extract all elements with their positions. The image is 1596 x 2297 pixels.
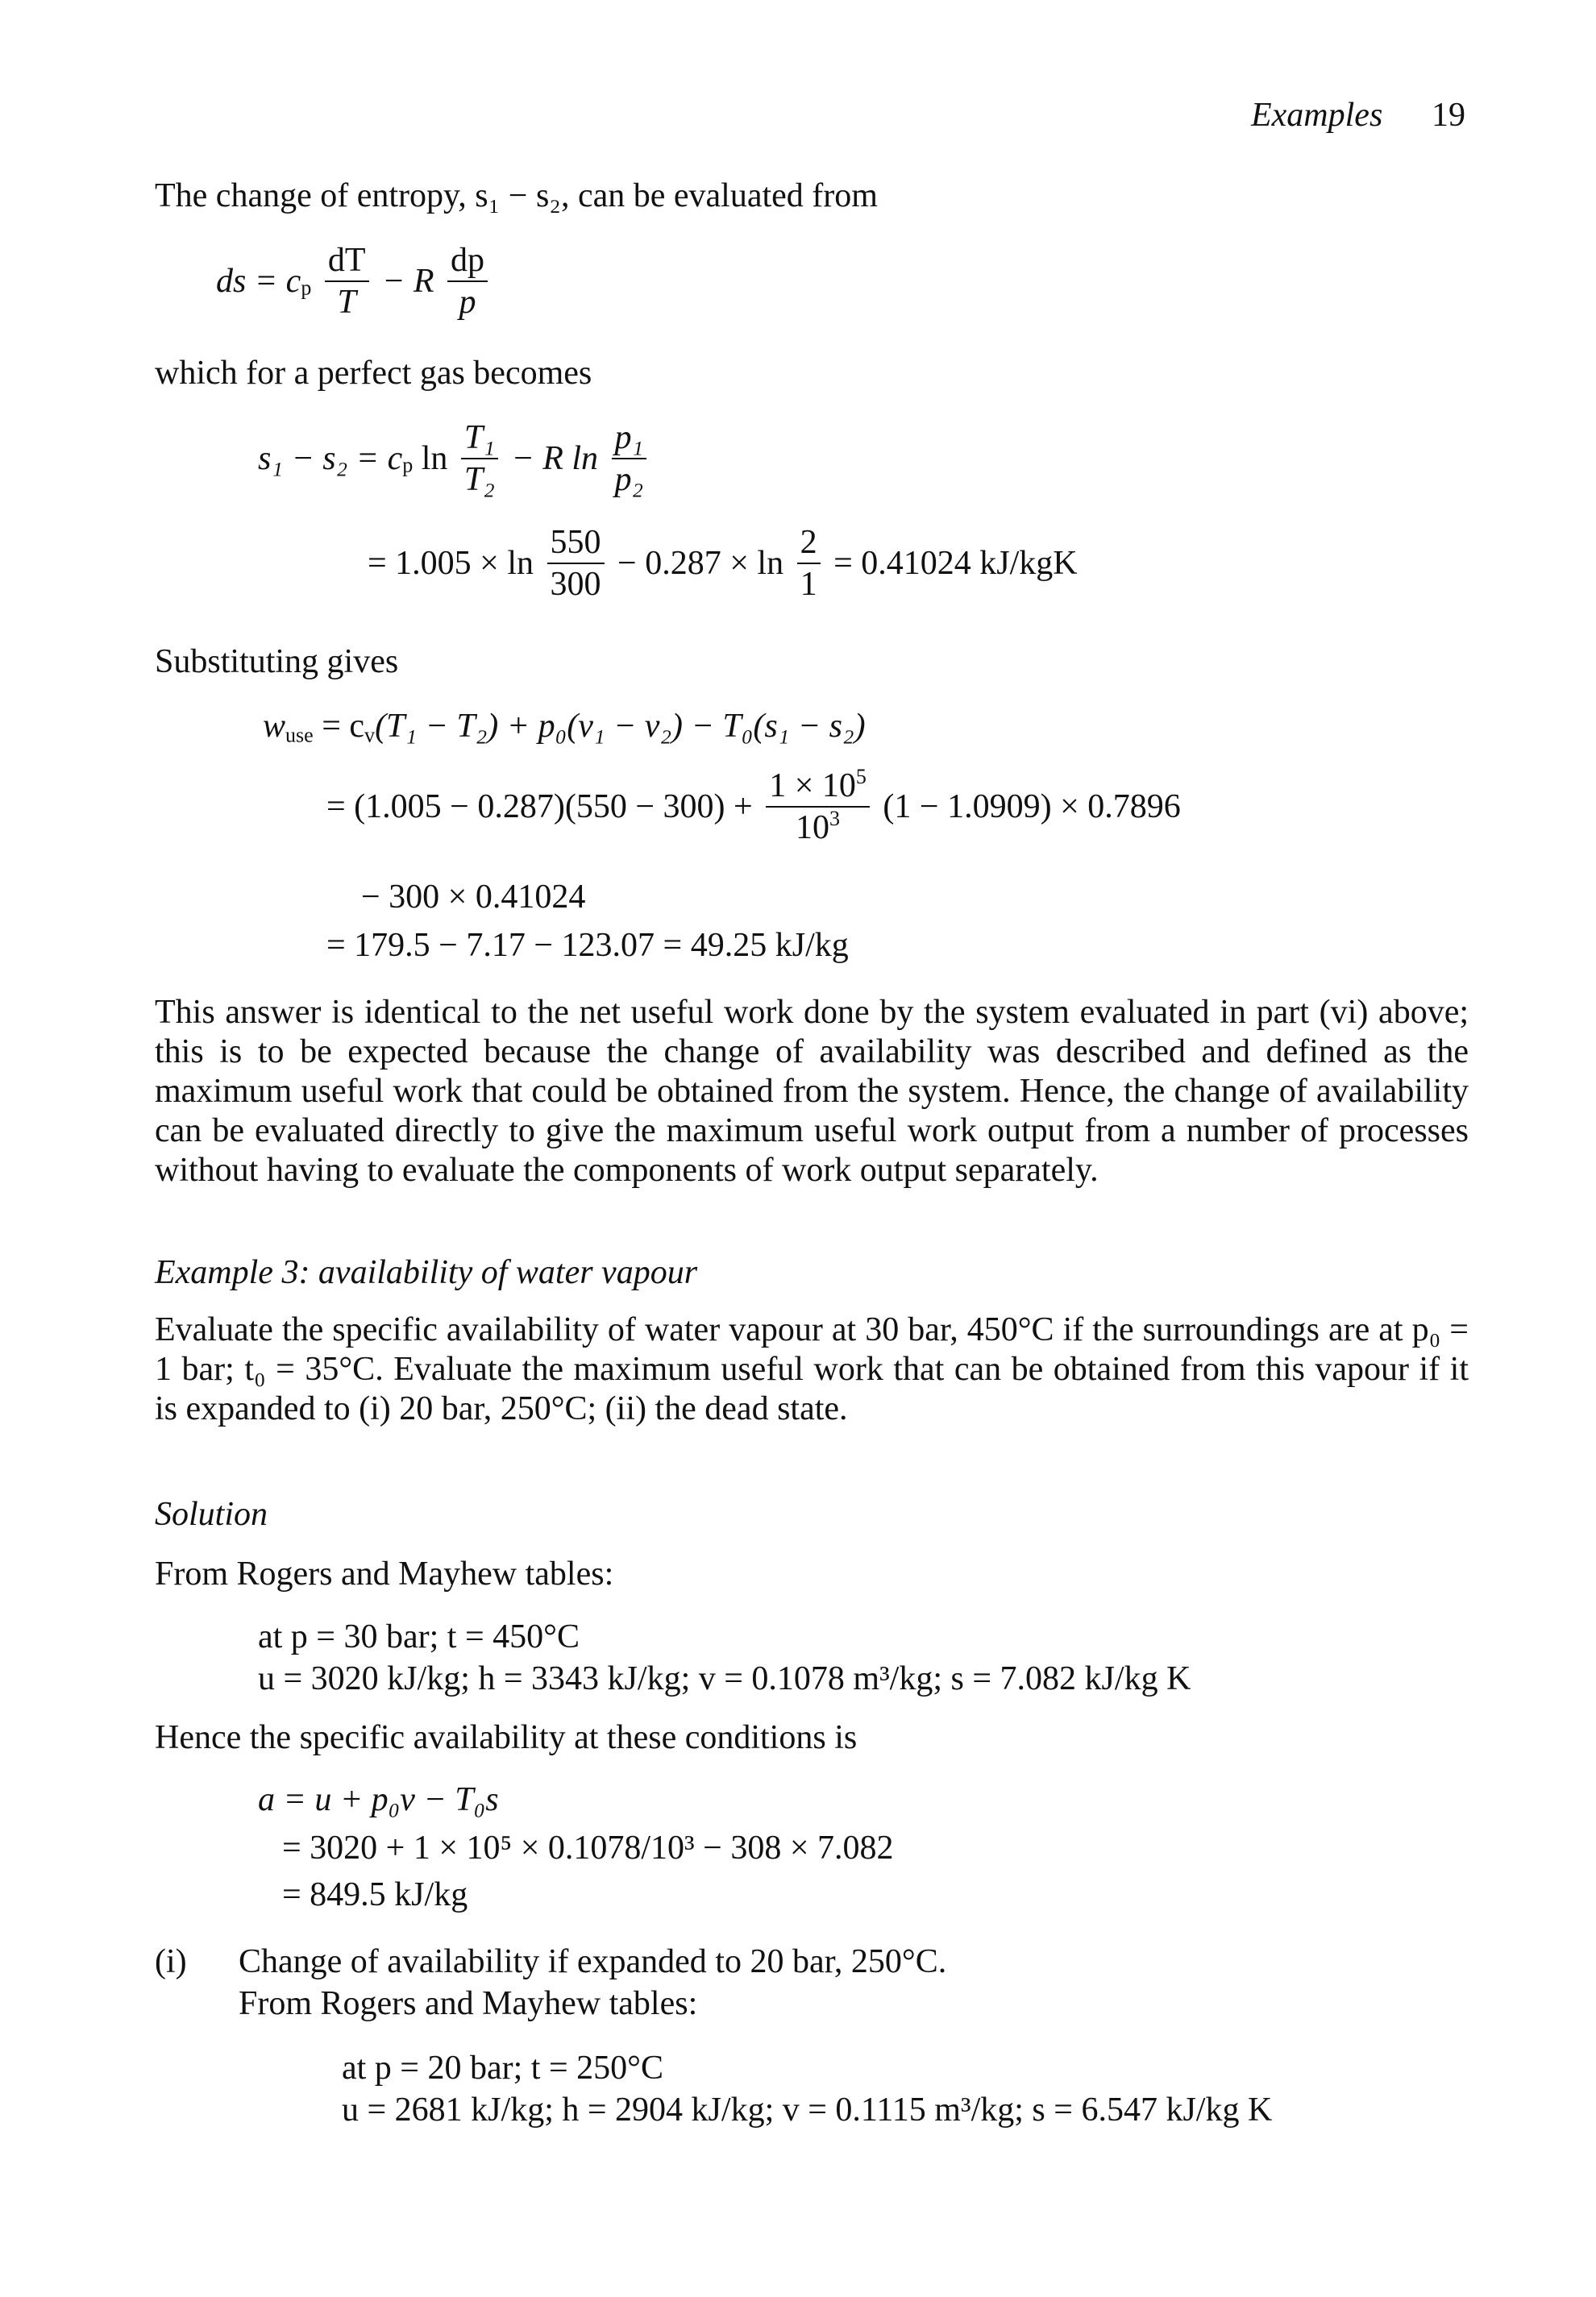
- perfect-gas-text: which for a perfect gas becomes: [155, 355, 592, 392]
- conditions-1-line2: u = 3020 kJ/kg; h = 3343 kJ/kg; v = 0.1078 m³/kg; s = 7.082 kJ/kg K: [258, 1660, 1191, 1697]
- equation-numeric: = 1.005 × ln $\frac{550}{300}$ − 0.287 × ln $\frac{2}{1}$ = 0.41024 kJ/kgK: [368, 524, 1078, 604]
- fraction: $\frac{2}{1}$: [797, 524, 821, 603]
- conditions-1-line1: at p = 30 bar; t = 450°C: [258, 1618, 580, 1655]
- item-i-line1: Change of availability if expanded to 20 bar, 250°C.: [239, 1943, 947, 1980]
- equation-s1-s2: $s_1 - s_2 = c_p$ ln $\frac{\text{T₁}}{\text{T₂}}$ − R ln $\frac{\text{p₁}}{\text{p₂}}$: [258, 419, 651, 498]
- availability-eq-1: a = u + p₀v − T₀s: [258, 1781, 499, 1818]
- eq-ds-lhs-sub: p: [301, 276, 312, 300]
- equation-wuse-numeric: = (1.005 − 0.287)(550 − 300) + $\frac{1 \times 10^5}{10^3}$ (1 − 1.0909) × 0.7896: [326, 764, 1181, 847]
- rogers-text: From Rogers and Mayhew tables:: [155, 1556, 614, 1593]
- substituting-text: Substituting gives: [155, 643, 399, 680]
- entropy-intro: The change of entropy, s₁ − s₂, can be evaluated from: [155, 177, 878, 214]
- equation-wuse-line3: − 300 × 0.41024: [361, 879, 586, 916]
- example3-text: Evaluate the specific availability of water vapour at 30 bar, 450°C if the surroundings are at p₀ = 1 bar; t₀ = 35°C. Evaluate the maximum useful work that can be obtained from this vapour if it is expanded to (i) 20 bar, 250°C; (ii) the dead state.: [155, 1311, 1469, 1427]
- fraction: $\frac{\text{p₁}}{\text{p₂}}$: [612, 419, 647, 498]
- fraction: $\frac{dp}{p}$: [447, 242, 488, 321]
- item-i-line2: From Rogers and Mayhew tables:: [239, 1985, 698, 2022]
- explanation-paragraph: This answer is identical to the net useful work done by the system evaluated in part (vi) above; this is to be expected because the change of availability was described and defined as the maximum useful work that could be obtained from the system. Hence, the change of availability can be evaluated directly to give the maximum useful work output from a number of processes without having to evaluate the components of work output separately.: [155, 994, 1469, 1189]
- equation-ds: ds = $c_p$ $\frac{dT}{T}$ − R $\frac{dp}{p}$: [216, 242, 493, 321]
- availability-eq-2: = 3020 + 1 × 10⁵ × 0.1078/10³ − 308 × 7.082: [282, 1830, 894, 1867]
- conditions-2-line1: at p = 20 bar; t = 250°C: [342, 2050, 663, 2087]
- example3-heading: Example 3: availability of water vapour: [155, 1254, 698, 1291]
- solution-heading: Solution: [155, 1496, 268, 1533]
- fraction: $\frac{1 \times 10^5}{10^3}$: [766, 767, 870, 846]
- equation-wuse: $w_{use} = c_v(T_1 - T_2) + p_0(v_1 - v_2) - T_0(s_1 - s_2)$: [263, 708, 866, 747]
- running-title: Examples: [1251, 97, 1383, 134]
- fraction: $\frac{550}{300}$: [547, 524, 605, 603]
- availability-eq-3: = 849.5 kJ/kg: [282, 1876, 468, 1913]
- equation-wuse-result: = 179.5 − 7.17 − 123.07 = 49.25 kJ/kg: [326, 927, 849, 964]
- item-i-label: (i): [155, 1943, 187, 1980]
- page-number: 19: [1432, 97, 1465, 134]
- hence-text: Hence the specific availability at these conditions is: [155, 1719, 858, 1756]
- fraction: $\frac{\text{T₁}}{\text{T₂}}$: [461, 419, 498, 498]
- eq-ds-lhs: ds = c: [216, 263, 301, 301]
- fraction: $\frac{dT}{T}$: [325, 242, 369, 321]
- conditions-2-line2: u = 2681 kJ/kg; h = 2904 kJ/kg; v = 0.1115 m³/kg; s = 6.547 kJ/kg K: [342, 2091, 1273, 2129]
